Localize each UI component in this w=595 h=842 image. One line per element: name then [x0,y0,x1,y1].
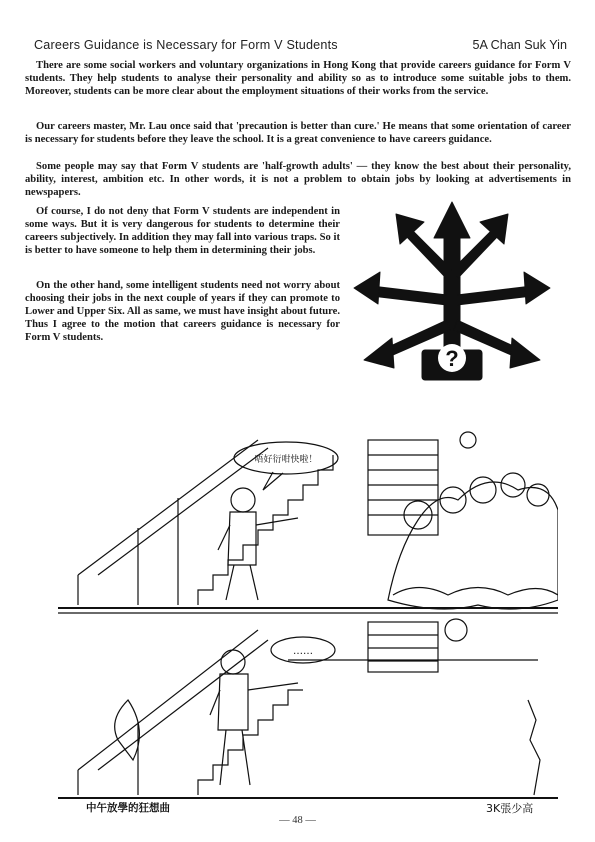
comic-caption: 中午放學的狂想曲 [86,802,170,814]
paragraph-2: Our careers master, Mr. Lau once said that 'precaution is better than cure.' He means that some orientation of career is necessary for students before they leave the school. It is a great convenience to have careers guidance. [25,121,571,145]
bottom-wall-clock [445,619,467,641]
bottom-window [368,622,438,672]
top-bubble-text: 唔好衍咁快啦！ [254,455,318,465]
arrow-right-head [524,272,550,304]
arrow-left-head [354,272,380,304]
bottom-staircase [78,630,303,795]
page-header [34,38,567,56]
article-author: 5A Chan Suk Yin [472,38,567,52]
top-crowd [388,473,558,609]
paragraph-5: On the other hand, some intelligent students need not worry about choosing their jobs in the next couple of years if they can promote to Lower and Upper Six. All as same, we must have insight about future. Thus I agree to the motion that careers guidance is necessary for Form V students. [25,280,340,343]
paragraph-3: Some people may say that Form V students are 'half-growth adults' — they know the best about their personality, ability, interest, ambition etc. In other words, it is not a problem to obtain jobs by looking at advertisements in newspapers. [25,161,571,198]
comic-illustration [58,400,558,810]
paragraph-1: There are some social workers and voluntary organizations in Hong Kong that provide careers guidance for Form V students. They help students to analyse their personality and ability so as to introduce some suitable jobs to them. Moreover, students can be more clear about the employment situations of their works from the service. [25,60,571,97]
question-mark: ? [445,346,459,371]
top-window [368,440,438,535]
arrow-lower-left-head [364,338,394,368]
top-wall-clock [460,432,476,448]
wall-crack [528,700,540,795]
comic-artist: 3K張少高 [486,802,534,815]
arrow-up-head [434,202,470,238]
bottom-bubble-text: …… [293,646,313,657]
page-number: — 48 — [279,815,316,826]
crossroads-arrows-illustration [352,200,552,385]
paragraph-4: Of course, I do not deny that Form V students are independent in some ways. But it is very dangerous for students to determine their careers subjectively. In addition they may fall into various traps. So it is better to have someone to help them in determining their jobs. [25,206,340,256]
smoke-cloud [115,700,140,760]
article-title: Careers Guidance is Necessary for Form V Students [34,38,338,52]
arrow-lower-right-head [510,338,540,368]
